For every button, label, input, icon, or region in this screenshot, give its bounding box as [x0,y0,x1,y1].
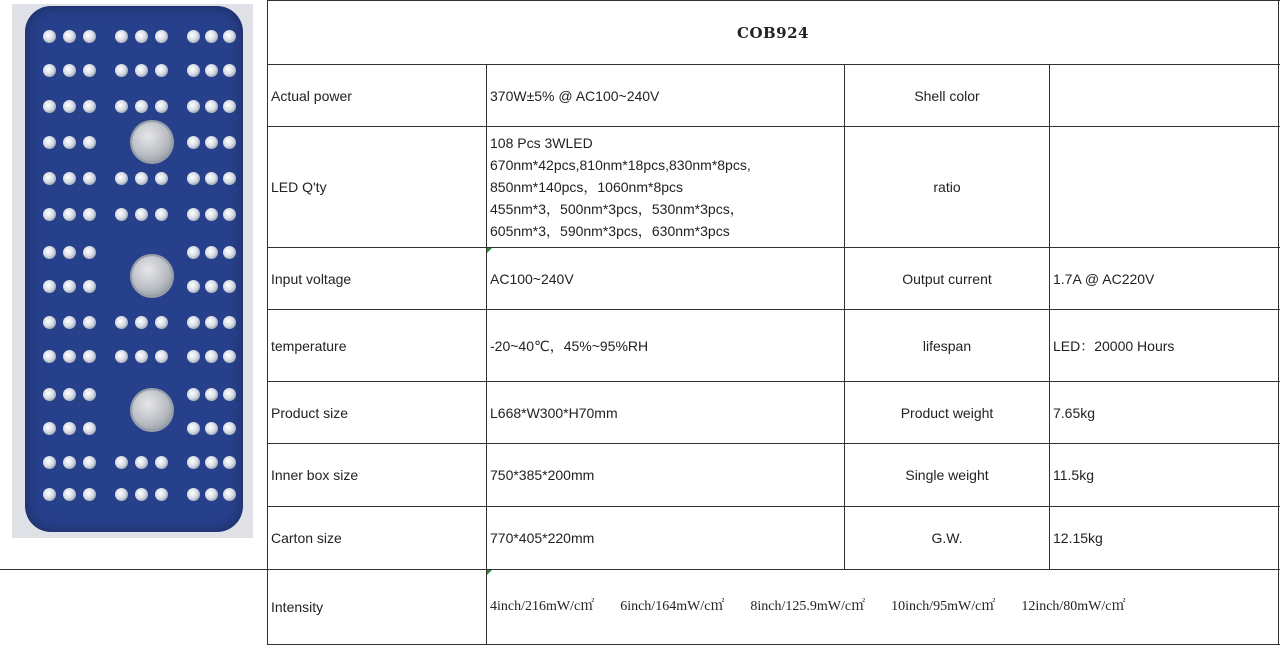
led-emitter [43,422,56,435]
row-value-2: 11.5kg [1053,467,1094,483]
led-emitter [83,488,96,501]
led-emitter [187,422,200,435]
led-emitter [223,388,236,401]
led-emitter [205,30,218,43]
led-emitter [83,422,96,435]
led-emitter [115,64,128,77]
led-emitter [43,388,56,401]
led-qty-line: 455nm*3，500nm*3pcs，530nm*3pcs， [490,201,744,217]
led-emitter [223,350,236,363]
led-emitter [155,64,168,77]
led-emitter [43,246,56,259]
led-emitter [205,246,218,259]
page-title: COB924 [737,23,809,42]
led-emitter [187,172,200,185]
cob-emitter [132,256,172,296]
led-emitter [83,456,96,469]
led-emitter [205,172,218,185]
row-value: -20~40℃，45%~95%RH [490,337,649,354]
row-label-2: G.W. [931,530,963,546]
led-emitter [187,456,200,469]
grid-line [1049,64,1050,570]
led-qty-line: 670nm*42pcs,810nm*18pcs,830nm*8pcs, [490,157,751,173]
led-emitter [43,280,56,293]
led-emitter [187,280,200,293]
led-emitter [43,456,56,469]
led-emitter [187,350,200,363]
row-label: Carton size [271,530,342,546]
led-emitter [187,136,200,149]
led-emitter [187,64,200,77]
led-emitter [43,100,56,113]
led-emitter [83,280,96,293]
led-emitter [187,100,200,113]
led-emitter [43,208,56,221]
led-emitter [63,350,76,363]
cob-emitter [132,122,172,162]
led-emitter [115,456,128,469]
led-emitter [135,64,148,77]
led-emitter [155,30,168,43]
led-emitter [223,488,236,501]
led-emitter [155,456,168,469]
led-emitter [205,280,218,293]
led-emitter [155,100,168,113]
row-value-2: 7.65kg [1053,404,1096,421]
row-value: 750*385*200mm [490,467,595,483]
led-emitter [205,100,218,113]
led-emitter [83,316,96,329]
row-label-2: Output current [902,270,992,287]
led-emitter [63,64,76,77]
led-emitter [83,388,96,401]
product-photo [12,4,253,538]
led-emitter [43,64,56,77]
row-value-2: LED：20000 Hours [1053,337,1175,354]
led-emitter [135,100,148,113]
led-emitter [155,172,168,185]
led-qty-line: 108 Pcs 3WLED [490,135,593,151]
led-emitter [187,488,200,501]
led-emitter [205,388,218,401]
led-emitter [63,422,76,435]
row-label: Inner box size [271,467,359,483]
led-emitter [223,456,236,469]
row-value: L668*W300*H70mm [490,404,618,421]
led-emitter [187,316,200,329]
grid-line [486,64,487,645]
led-panel [25,6,243,532]
led-emitter [205,136,218,149]
led-emitter [115,350,128,363]
led-emitter [135,208,148,221]
led-emitter [187,208,200,221]
led-emitter [63,100,76,113]
led-emitter [205,456,218,469]
intensity-value: 10inch/95mW/c㎡ [891,599,996,614]
led-emitter [135,30,148,43]
led-emitter [223,280,236,293]
led-emitter [155,208,168,221]
cob-emitter [132,390,172,430]
led-emitter [63,246,76,259]
led-emitter [135,488,148,501]
row-value: 370W±5% @ AC100~240V [490,87,660,104]
led-emitter [223,208,236,221]
led-emitter [135,456,148,469]
row-value-2: 1.7A @ AC220V [1053,270,1155,287]
row-label: Input voltage [271,270,352,287]
led-emitter [63,172,76,185]
led-emitter [83,136,96,149]
intensity-label: Intensity [271,599,324,615]
led-emitter [83,64,96,77]
row-value: 770*405*220mm [490,530,595,546]
led-qty-value [490,127,842,247]
led-emitter [205,422,218,435]
led-emitter [223,100,236,113]
row-label-2: lifespan [922,337,972,354]
led-emitter [223,246,236,259]
led-emitter [115,100,128,113]
led-emitter [115,208,128,221]
led-emitter [205,350,218,363]
led-emitter [115,316,128,329]
row-label: Actual power [271,87,352,104]
led-emitter [63,136,76,149]
led-emitter [135,172,148,185]
intensity-value: 4inch/216mW/c㎡ [490,599,595,614]
row-label-2: Single weight [905,467,989,483]
led-emitter [223,64,236,77]
led-emitter [155,488,168,501]
led-emitter [223,422,236,435]
led-emitter [115,488,128,501]
row-value-2 [1053,65,1277,126]
led-emitter [223,316,236,329]
intensity-value: 12inch/80mW/c㎡ [1021,599,1126,614]
grid-line [1278,0,1279,645]
led-emitter [115,172,128,185]
led-emitter [63,316,76,329]
led-emitter [223,30,236,43]
led-emitter [83,246,96,259]
led-emitter [83,30,96,43]
row-label-2: ratio [933,179,961,195]
led-emitter [63,388,76,401]
led-emitter [187,246,200,259]
led-emitter [205,208,218,221]
led-emitter [63,280,76,293]
led-emitter [223,136,236,149]
led-emitter [205,488,218,501]
intensity-values [490,570,1276,644]
led-qty-line: 605nm*3，590nm*3pcs，630nm*3pcs [490,223,730,239]
led-emitter [155,350,168,363]
led-emitter [43,350,56,363]
led-emitter [43,172,56,185]
led-emitter [187,30,200,43]
led-emitter [115,30,128,43]
intensity-value: 6inch/164mW/c㎡ [620,599,725,614]
led-emitter [155,316,168,329]
row-label: LED Q'ty [271,179,327,195]
led-emitter [63,488,76,501]
led-emitter [43,136,56,149]
row-label-2: Shell color [914,87,980,104]
led-emitter [43,30,56,43]
grid-line [267,0,268,645]
led-emitter [83,172,96,185]
led-emitter [83,100,96,113]
led-emitter [83,208,96,221]
intensity-value: 8inch/125.9mW/c㎡ [750,599,866,614]
led-emitter [205,316,218,329]
led-emitter [83,350,96,363]
led-emitter [187,388,200,401]
row-label: temperature [271,337,347,354]
row-value-2 [1053,127,1277,247]
led-qty-line: 850nm*140pcs，1060nm*8pcs [490,179,684,195]
led-emitter [43,488,56,501]
led-emitter [63,456,76,469]
led-emitter [43,316,56,329]
row-value-2: 12.15kg [1053,530,1103,546]
led-emitter [63,30,76,43]
led-emitter [135,316,148,329]
row-label: Product size [271,404,349,421]
led-emitter [63,208,76,221]
row-label-2: Product weight [900,404,994,421]
led-emitter [205,64,218,77]
led-emitter [223,172,236,185]
led-emitter [135,350,148,363]
row-value: AC100~240V [490,270,574,287]
